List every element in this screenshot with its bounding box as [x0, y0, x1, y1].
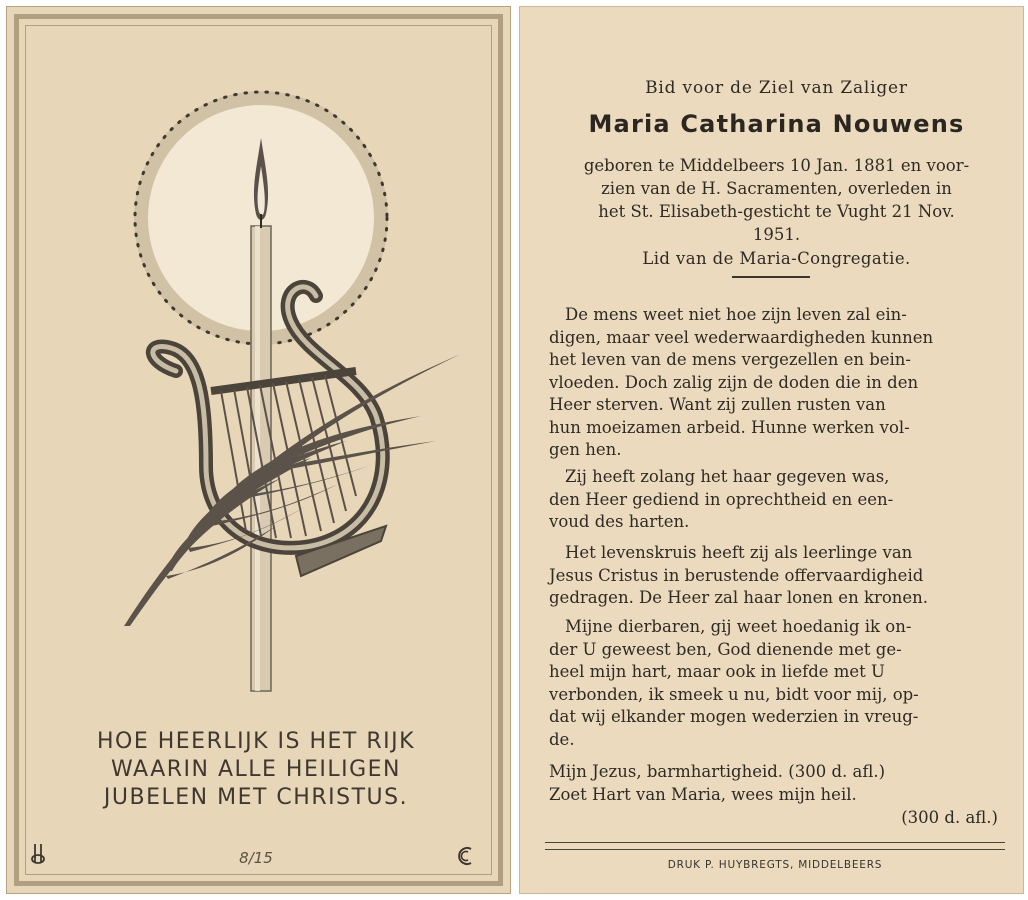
prayer-line: (300 d. afl.)	[901, 808, 998, 827]
candle-lyre-illustration	[106, 86, 476, 706]
paragraph	[549, 304, 1004, 462]
biography	[549, 154, 1004, 246]
paragraph	[549, 542, 1004, 610]
text-line: vloeden. Doch zalig zijn de doden die in den	[549, 372, 919, 392]
text-line: gedragen. De Heer zal haar lonen en kronen.	[549, 588, 929, 607]
text-line: Mijne dierbaren, gij weet hoedanig ik on-	[565, 617, 912, 636]
text-line: digen, maar veel wederwaardigheden kunnen	[549, 327, 934, 347]
text-line: dat wij elkander mogen wederzien in vreug-	[549, 707, 919, 726]
text-line: Heer sterven. Want zij zullen rusten van	[549, 395, 886, 414]
indulgence-prayers	[549, 760, 1004, 829]
motto-line: JUBELEN MET CHRISTUS.	[103, 785, 409, 810]
bio-line: zien van de H. Sacramenten, overleden in	[601, 179, 952, 198]
text-line: De mens weet niet hoe zijn leven zal ein-	[565, 305, 907, 324]
text-line: der U geweest ben, God dienende met ge-	[549, 639, 902, 659]
text-line: voud des harten.	[549, 512, 690, 531]
prayer-card-back	[519, 6, 1024, 894]
prayer-card-front	[6, 6, 511, 894]
text-line: Jesus Cristus in berustende offervaardigheid	[549, 565, 924, 585]
text-line: den Heer gediend in oprechtheid en een-	[549, 489, 894, 509]
card-serial-number: 8/15	[239, 849, 273, 867]
membership-line: Lid van de Maria-Congregatie.	[642, 249, 911, 268]
publisher-mark-icon	[454, 844, 476, 868]
text-line: de.	[549, 729, 575, 749]
motto-line: WAARIN ALLE HEILIGEN	[110, 757, 402, 782]
printer-imprint: DRUK P. HUYBREGTS, MIDDELBEERS	[667, 859, 883, 871]
text-line: Het levenskruis heeft zij als leerlinge van	[565, 543, 913, 562]
text-line: hun moeizamen arbeid. Hunne werken vol-	[549, 417, 910, 437]
motto-line: HOE HEERLIJK IS HET RIJK	[96, 729, 416, 754]
paragraph	[549, 466, 1004, 534]
double-rule	[545, 842, 1005, 850]
text-line: het leven van de mens vergezellen en bein-	[549, 350, 912, 369]
text-line: verbonden, ik smeek u nu, bidt voor mij, op-	[549, 684, 919, 704]
bio-line: 1951.	[752, 225, 801, 244]
text-line: gen hen.	[549, 440, 622, 459]
palm-branch-icon	[124, 354, 461, 626]
bio-line: geboren te Middelbeers 10 Jan. 1881 en voor-	[583, 156, 970, 175]
motto-text	[26, 728, 486, 812]
prayer-line: Mijn Jezus, barmhartigheid. (300 d. afl.)	[549, 762, 886, 781]
deceased-name: Maria Catharina Nouwens	[588, 110, 965, 138]
text-line: heel mijn hart, maar ook in liefde met U	[549, 662, 885, 681]
bio-line: het St. Elisabeth-gesticht te Vught 21 Nov.	[598, 202, 955, 221]
text-line: Zij heeft zolang het haar gegeven was,	[565, 467, 890, 486]
monogram-icon	[30, 842, 46, 866]
card-heading: Bid voor de Ziel van Zaliger	[645, 78, 908, 98]
paragraph	[549, 616, 1004, 751]
divider	[732, 276, 810, 278]
prayer-line: Zoet Hart van Maria, wees mijn heil.	[549, 785, 857, 804]
